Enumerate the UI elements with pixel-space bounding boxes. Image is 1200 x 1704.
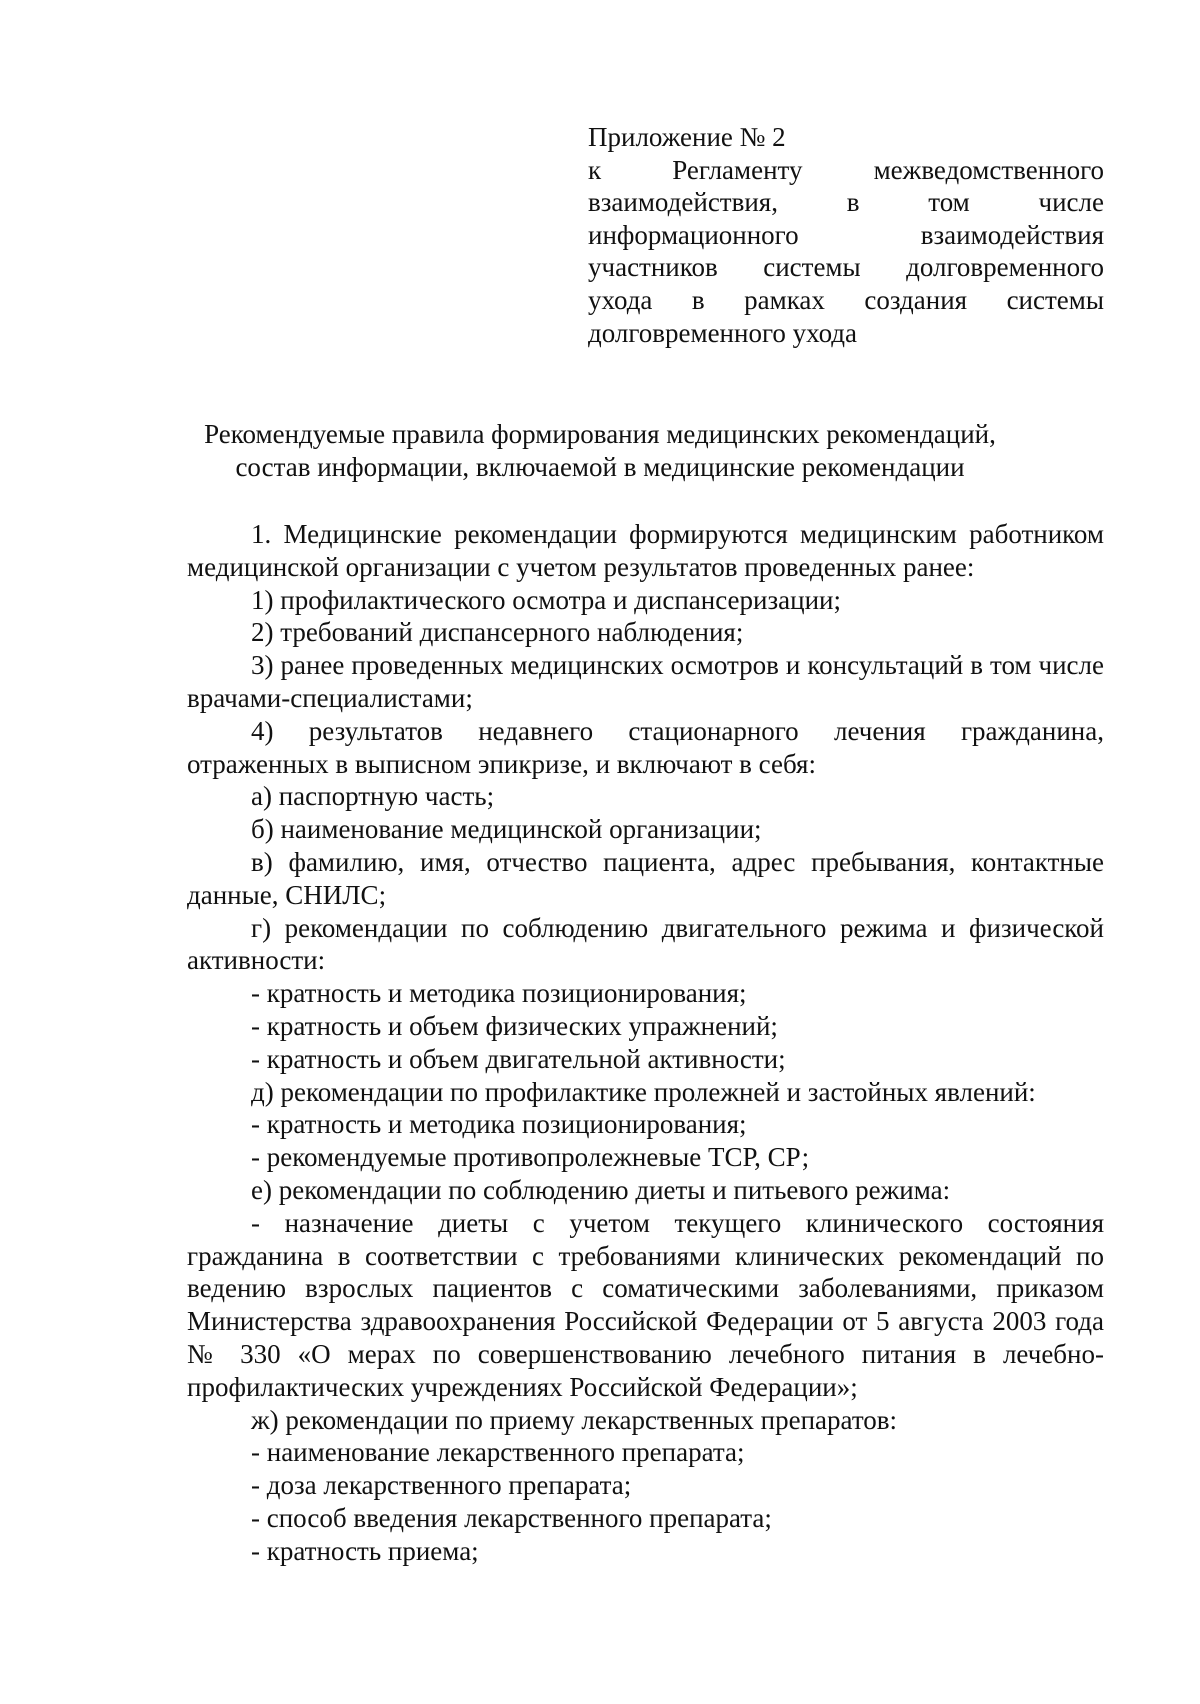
appendix-line: взаимодействия, в том числе [588,187,1104,218]
appendix-header [588,121,1104,349]
list-item: - кратность приема; [251,1535,479,1566]
document-title [150,418,1050,483]
paragraph: 4) результатов недавнего стационарного лечения гражданина, отраженных в выписном эпикризе, и включают в себя: [187,715,1104,779]
title-line-2: состав информации, включаемой в медицинские рекомендации [235,451,965,482]
list-item: ж) рекомендации по приему лекарственных препаратов: [251,1404,898,1435]
list-item: - кратность и объем двигательной активности; [251,1043,786,1074]
list-item: - способ введения лекарственного препарата; [251,1502,772,1533]
list-item: б) наименование медицинской организации; [251,814,762,845]
appendix-line: к Регламенту межведомственного [588,154,1104,185]
list-item: - кратность и методика позиционирования; [251,1109,747,1140]
appendix-number: Приложение № 2 [588,122,786,152]
list-item: 2) требований диспансерного наблюдения; [251,617,744,648]
paragraph: 1. Медицинские рекомендации формируются медицинским работником медицинской организации с учетом результатов проведенных ранее: [187,519,1104,582]
appendix-line: ухода в рамках создания системы [588,284,1104,315]
appendix-line: информационного взаимодействия [588,219,1104,250]
paragraph: г) рекомендации по соблюдению двигательного режима и физической активности: [187,912,1104,976]
list-item: е) рекомендации по соблюдению диеты и питьевого режима: [251,1174,951,1205]
paragraph: - назначение диеты с учетом текущего клинического состояния гражданина в соответствии с требованиями клинических рекомендаций по ведению взрослых пациентов с соматическими заболеваниями, приказом Министерства здравоохранения Российской Федерации от 5 августа 2003 года № 330 «О мерах по совершенствованию лечебного питания в лечебно-профилактических учреждениях Российской Федерации»; [187,1207,1104,1402]
appendix-line: долговременного ухода [588,317,858,348]
list-item: - кратность и методика позиционирования; [251,978,747,1009]
paragraph: 3) ранее проведенных медицинских осмотров и консультаций в том числе врачами-специалистами; [187,650,1104,713]
document-body [187,518,1104,1568]
list-item: д) рекомендации по профилактике пролежней и застойных явлений: [251,1076,1036,1107]
list-item: 1) профилактического осмотра и диспансеризации; [251,584,841,615]
list-item: - кратность и объем физических упражнений; [251,1010,778,1041]
list-item: - доза лекарственного препарата; [251,1470,632,1501]
appendix-line: участников системы долговременного [588,252,1104,283]
list-item: - наименование лекарственного препарата; [251,1437,745,1468]
title-line-1: Рекомендуемые правила формирования медицинских рекомендаций, [204,419,996,449]
list-item: - рекомендуемые противопролежневые ТСР, СР; [251,1142,810,1173]
list-item: а) паспортную часть; [251,781,495,812]
paragraph: в) фамилию, имя, отчество пациента, адрес пребывания, контактные данные, СНИЛС; [187,846,1104,910]
